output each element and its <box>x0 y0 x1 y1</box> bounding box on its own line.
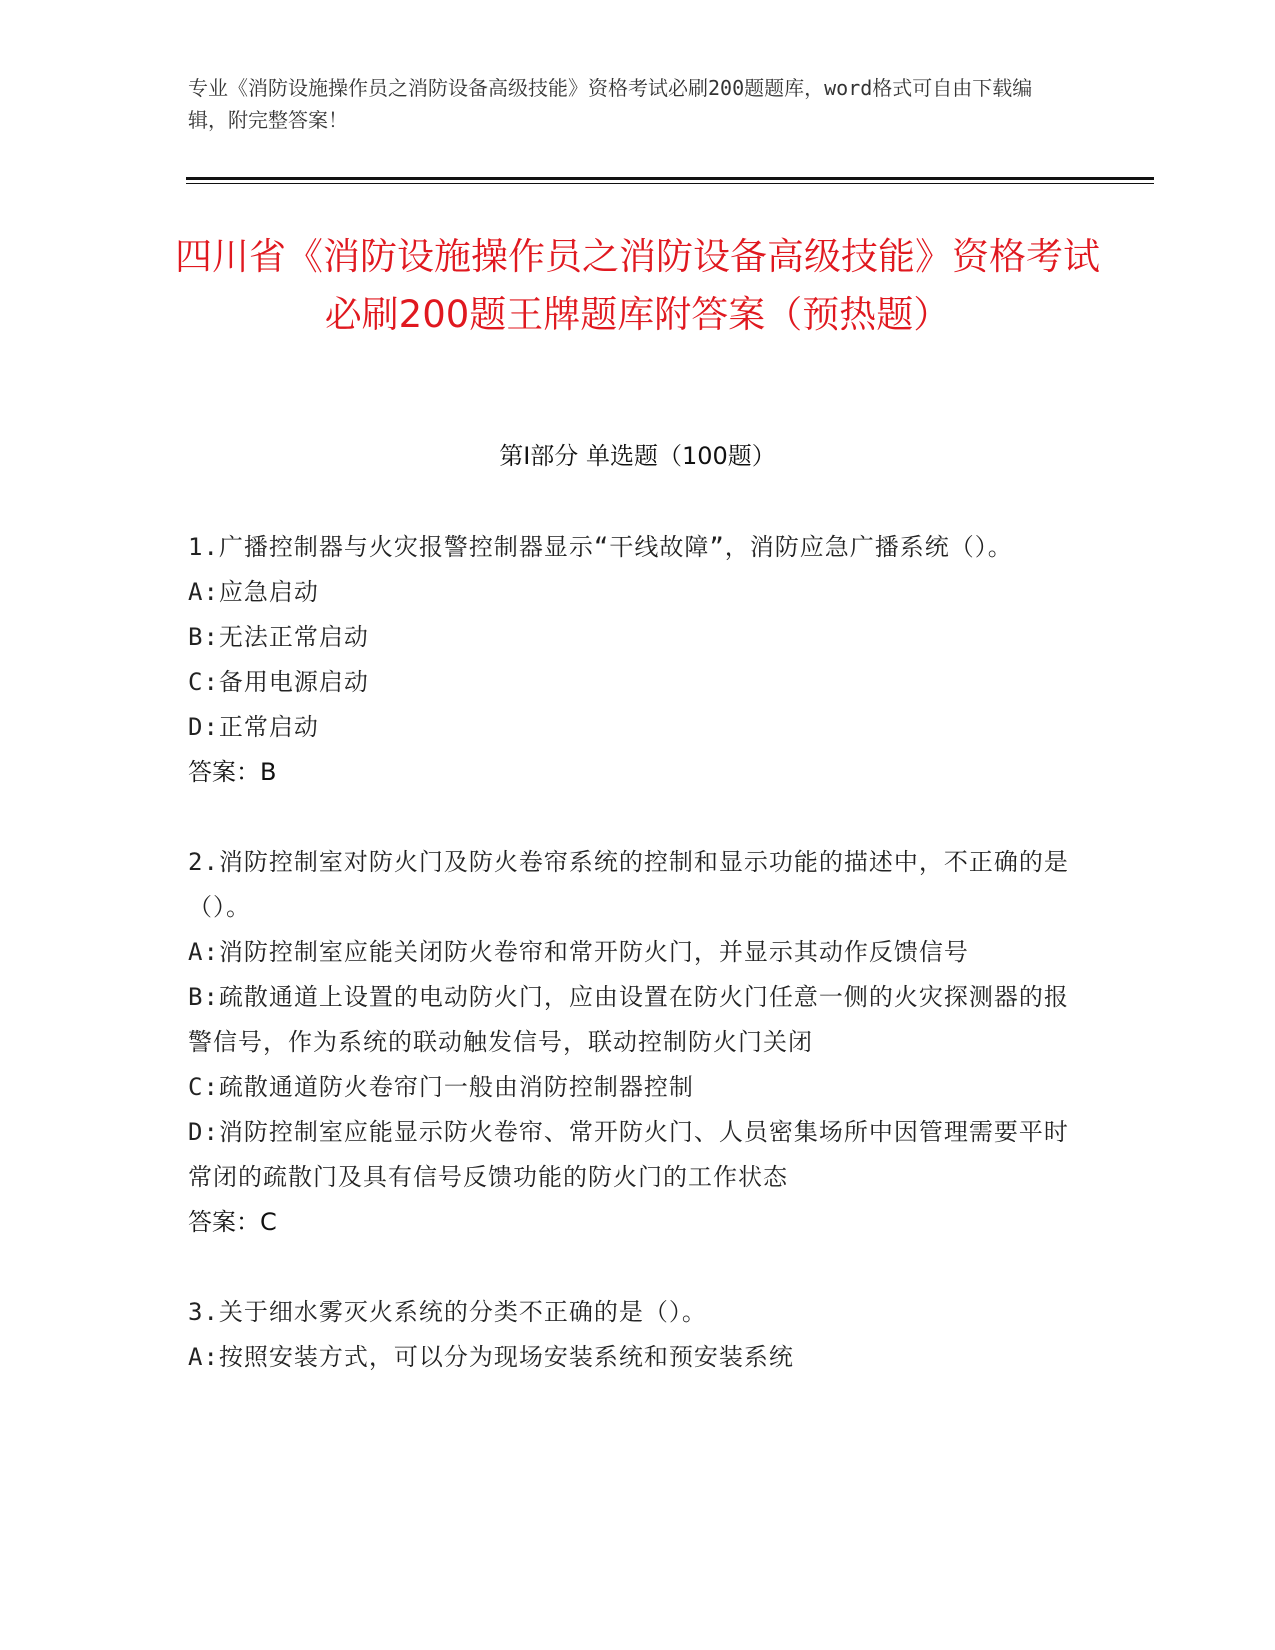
option-a: A:消防控制室应能关闭防火卷帘和常开防火门，并显示其动作反馈信号 <box>188 938 969 966</box>
header-divider-thin <box>186 183 1154 184</box>
question-stem: 2.消防控制室对防火门及防火卷帘系统的控制和显示功能的描述中，不正确的是（）。 <box>188 848 1069 921</box>
section-heading: 第I部分 单选题（100题） <box>499 442 776 470</box>
option-a: A:按照安装方式，可以分为现场安装系统和预安装系统 <box>188 1343 794 1371</box>
question-3 <box>188 1290 1078 1380</box>
question-1 <box>188 525 1078 795</box>
option-d: D:消防控制室应能显示防火卷帘、常开防火门、人员密集场所中因管理需要平时常闭的疏散门及具有信号反馈功能的防火门的工作状态 <box>188 1118 1069 1191</box>
document-title: 四川省《消防设施操作员之消防设备高级技能》资格考试必刷200题王牌题库附答案（预热题） <box>175 235 1100 336</box>
option-b: B:无法正常启动 <box>188 623 369 651</box>
question-stem: 1.广播控制器与火灾报警控制器显示“干线故障”，消防应急广播系统（）。 <box>188 533 1013 561</box>
question-stem: 3.关于细水雾灭火系统的分类不正确的是（）。 <box>188 1298 707 1326</box>
answer: 答案：B <box>188 758 277 786</box>
option-d: D:正常启动 <box>188 713 319 741</box>
option-c: C:备用电源启动 <box>188 668 369 696</box>
option-c: C:疏散通道防火卷帘门一般由消防控制器控制 <box>188 1073 694 1101</box>
option-a: A:应急启动 <box>188 578 319 606</box>
question-2 <box>188 840 1078 1245</box>
question-list <box>188 525 1078 1425</box>
header-note: 专业《消防设施操作员之消防设备高级技能》资格考试必刷200题题库，word格式可自由下载编辑，附完整答案！ <box>188 76 1033 132</box>
answer: 答案：C <box>188 1208 277 1236</box>
header-divider-thick <box>186 177 1154 180</box>
option-b: B:疏散通道上设置的电动防火门，应由设置在防火门任意一侧的火灾探测器的报警信号，作为系统的联动触发信号，联动控制防火门关闭 <box>188 983 1069 1056</box>
